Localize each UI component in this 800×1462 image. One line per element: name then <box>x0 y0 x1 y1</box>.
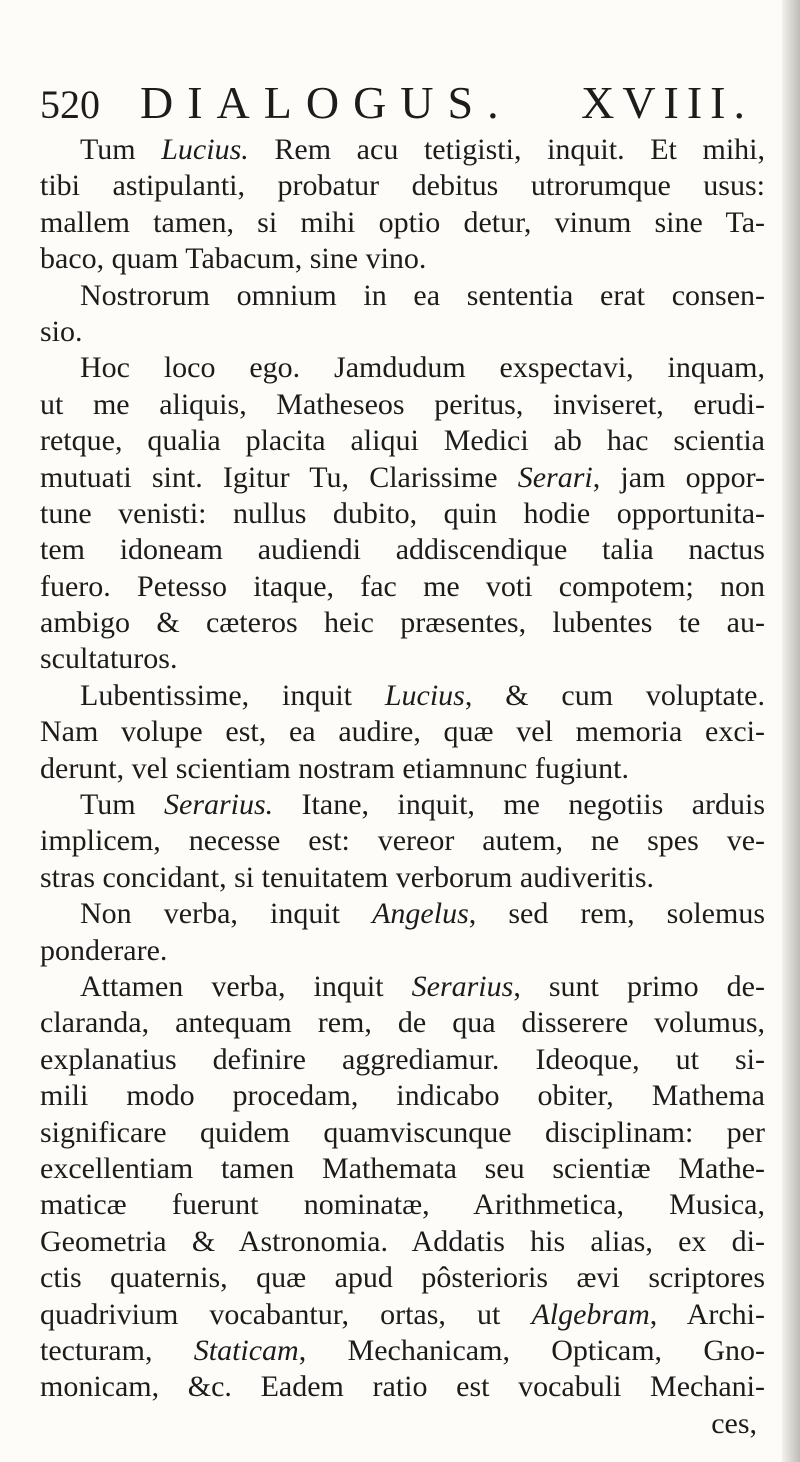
text-segment: tem idoneam audiendi addiscendique talia nactus <box>40 533 765 567</box>
text-line <box>40 350 765 386</box>
book-page <box>40 78 765 1442</box>
text-segment: Nostrorum omnium in ea sententia erat consen- <box>80 278 765 312</box>
text-segment: excellentiam tamen Mathemata seu scientiæ Mathe- <box>40 1151 765 1185</box>
text-line <box>40 1042 765 1078</box>
text-segment: ut me aliquis, Matheseos peritus, inviseret, erudi- <box>40 387 765 421</box>
italic-name: Angelus <box>372 897 469 931</box>
text-line <box>40 314 765 350</box>
text-line <box>40 168 765 204</box>
page-edge-shadow <box>782 0 800 1462</box>
text-line <box>40 278 765 314</box>
text-line <box>40 1260 765 1296</box>
text-line <box>40 387 765 423</box>
italic-name: Lucius. <box>161 133 249 166</box>
text-segment: tune venisti: nullus dubito, quin hodie opportunita- <box>40 496 765 530</box>
text-segment: mallem tamen, si mihi optio detur, vinum sine Ta- <box>40 205 765 239</box>
text-segment: Tum <box>80 788 164 822</box>
text-segment: , Mechanicam, Opticam, Gno- <box>298 1333 765 1367</box>
italic-name: Lucius <box>384 678 465 712</box>
text-segment: significare quidem quamviscunque disciplinam: per <box>40 1115 765 1149</box>
text-line <box>40 823 765 859</box>
text-segment: Nam volupe est, ea audire, quæ vel memoria exci- <box>40 715 765 749</box>
text-line <box>40 896 765 932</box>
text-segment: scultaturos. <box>40 642 178 676</box>
text-segment: maticæ fuerunt nominatæ, Arithmetica, Musica, <box>40 1188 765 1222</box>
page-number: 520 <box>40 82 100 127</box>
text-segment: stras concidant, si tenuitatem verborum audiveritis. <box>40 860 655 894</box>
text-segment: sio. <box>40 314 83 348</box>
text-segment: , sunt primo de- <box>513 969 765 1003</box>
text-line <box>40 678 765 714</box>
text-segment: derunt, vel scientiam nostram etiamnunc fugiunt. <box>40 751 630 785</box>
text-line <box>40 1005 765 1041</box>
text-segment: Geometria & Astronomia. Addatis his alias, ex di- <box>40 1224 765 1258</box>
text-line <box>40 1369 765 1405</box>
text-line <box>40 1115 765 1151</box>
text-segment: ponderare. <box>40 933 168 967</box>
text-line <box>40 423 765 459</box>
running-title: DIALOGUS. <box>140 77 513 128</box>
text-line <box>40 969 765 1005</box>
text-segment: Attamen verba, inquit <box>80 969 412 1003</box>
text-segment: tibi astipulanti, probatur debitus utrorumque usus: <box>40 169 765 203</box>
text-segment: Rem acu tetigisti, inquit. Et mihi, <box>248 133 766 166</box>
text-line <box>40 933 765 969</box>
text-line <box>40 1151 765 1187</box>
text-segment: baco, quam Tabacum, sine vino. <box>40 242 427 276</box>
text-segment: mutuati sint. Igitur Tu, Clarissime <box>40 460 518 494</box>
text-segment: Tum <box>80 133 162 166</box>
text-line <box>40 860 765 896</box>
text-segment: , & cum voluptate. <box>464 678 766 712</box>
text-line <box>40 1224 765 1260</box>
text-line <box>40 1078 765 1114</box>
text-segment: Hoc loco ego. Jamdudum exspectavi, inquam, <box>80 351 765 385</box>
text-segment: retque, qualia placita aliqui Medici ab hac scientia <box>40 424 765 458</box>
text-line <box>40 1297 765 1333</box>
text-segment: mili modo procedam, indicabo obiter, Mathema <box>40 1079 765 1113</box>
text-segment: fuero. Petesso itaque, fac me voti compotem; non <box>40 569 765 603</box>
italic-name: Staticam <box>193 1333 299 1367</box>
text-line <box>40 605 765 641</box>
text-line <box>40 241 765 277</box>
text-segment: , Archi- <box>649 1297 766 1331</box>
text-segment: monicam, &c. Eadem ratio est vocabuli Mechani- <box>40 1370 765 1404</box>
chapter-number: XVIII. <box>581 77 753 128</box>
body-text <box>40 132 765 1406</box>
text-line <box>40 205 765 241</box>
text-line <box>40 714 765 750</box>
italic-name: Serari <box>517 460 593 494</box>
text-line <box>40 641 765 677</box>
text-segment: explanatius definire aggrediamur. Ideoque, ut si- <box>40 1042 765 1076</box>
italic-name: Serarius <box>411 969 514 1003</box>
text-segment: Itane, inquit, me negotiis arduis <box>273 788 766 822</box>
text-segment: , jam oppor- <box>592 460 765 494</box>
text-segment: quadrivium vocabantur, ortas, ut <box>40 1297 532 1331</box>
text-segment: claranda, antequam rem, de qua disserere volumus, <box>40 1006 765 1040</box>
text-line <box>40 787 765 823</box>
italic-name: Serarius. <box>164 788 274 822</box>
text-line <box>40 1333 765 1369</box>
text-segment: tecturam, <box>40 1333 194 1367</box>
text-line <box>40 569 765 605</box>
italic-name: Algebram <box>531 1297 650 1331</box>
catchword: ces, <box>711 1406 757 1440</box>
text-segment: ambigo & cæteros heic præsentes, lubentes te au- <box>40 606 765 640</box>
text-line <box>40 1187 765 1223</box>
text-segment: Lubentissime, inquit <box>80 678 385 712</box>
running-header <box>40 78 765 128</box>
text-line <box>40 751 765 787</box>
text-line <box>40 496 765 532</box>
text-segment: implicem, necesse est: vereor autem, ne spes ve- <box>40 824 765 858</box>
text-segment: , sed rem, solemus <box>468 897 766 931</box>
text-line <box>40 132 765 168</box>
text-line <box>40 532 765 568</box>
text-line <box>40 460 765 496</box>
text-segment: Non verba, inquit <box>80 897 373 931</box>
text-segment: ctis quaternis, quæ apud pôsterioris ævi scriptores <box>40 1261 765 1295</box>
